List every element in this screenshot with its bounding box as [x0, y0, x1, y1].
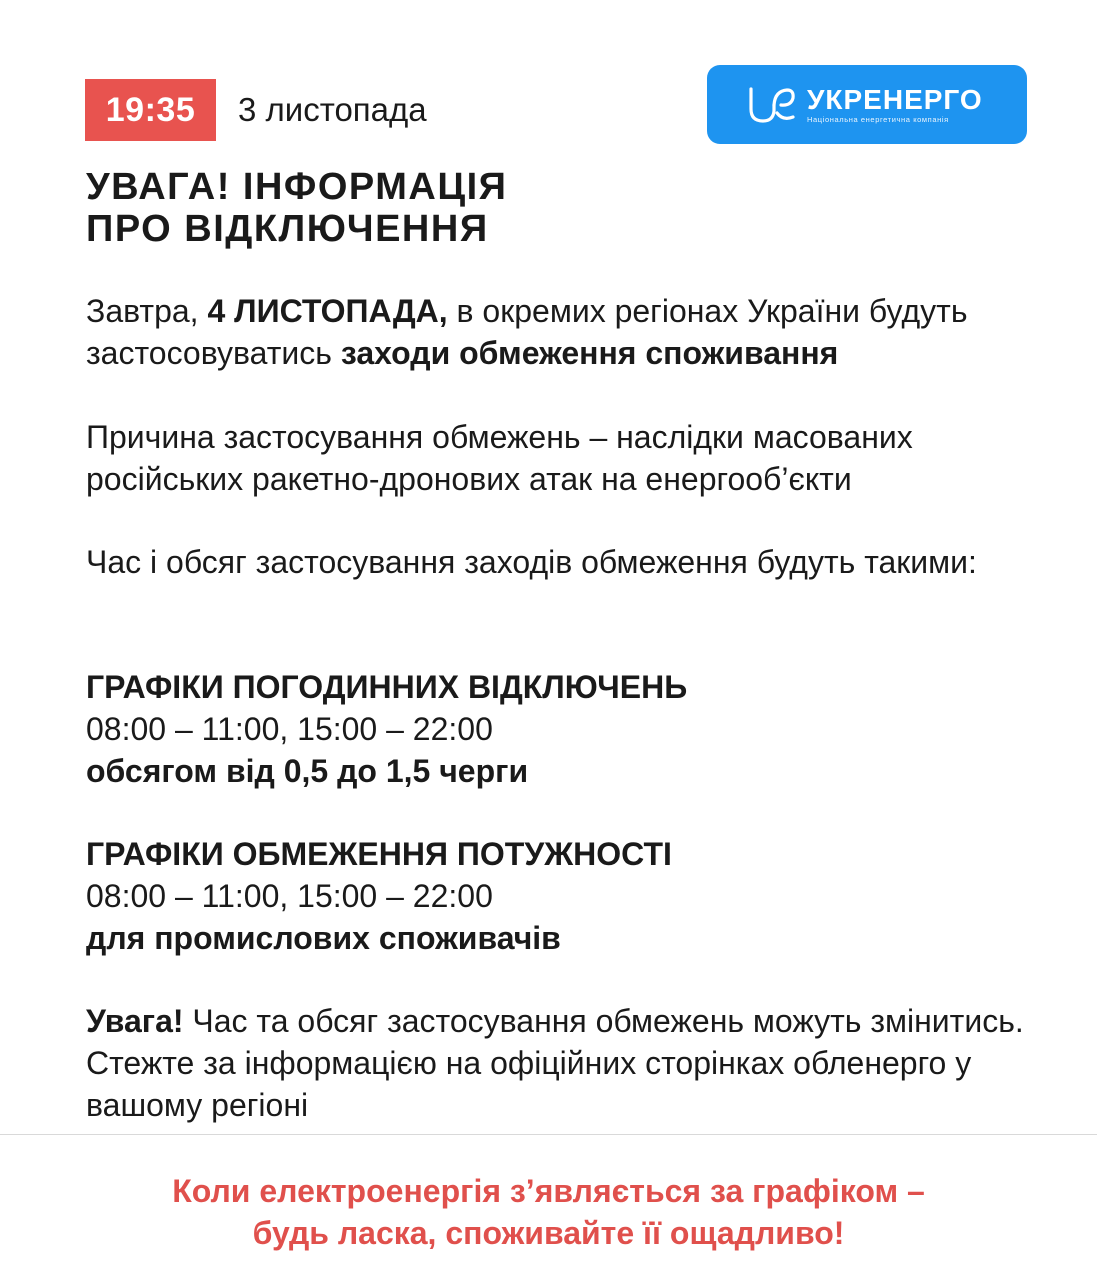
warning-label: Увага!: [86, 1003, 184, 1039]
divider: [0, 1134, 1097, 1135]
footer-line-2: будь ласка, споживайте її ощадливо!: [252, 1215, 845, 1251]
logo-text: [807, 85, 983, 125]
header: [85, 79, 427, 141]
time-badge: 19:35: [85, 79, 216, 141]
schedule-note: для промислових споживачів: [86, 920, 561, 956]
schedule-block-outages: [86, 666, 1076, 792]
intro-middle: в окремих регіонах України будуть застосовуватись: [86, 293, 968, 371]
footer-appeal: [0, 1170, 1097, 1254]
logo-name: УКРЕНЕРГО: [807, 83, 983, 115]
schedule-heading: ГРАФІКИ ОБМЕЖЕННЯ ПОТУЖНОСТІ: [86, 836, 672, 872]
ukrenergo-logo-icon: [747, 83, 797, 127]
intro-prefix: Завтра,: [86, 293, 208, 329]
title-line-2: ПРО ВІДКЛЮЧЕННЯ: [86, 208, 489, 250]
warning-text: Час та обсяг застосування обмежень можуть змінитись. Стежте за інформацією на офіційних сторінках обленерго у вашому регіоні: [86, 1003, 1024, 1123]
page-title: [86, 166, 508, 250]
footer-line-1: Коли електроенергія з’являється за графіком –: [172, 1173, 925, 1209]
intro-measures: заходи обмеження споживання: [340, 335, 839, 371]
date-label: 3 листопада: [238, 91, 427, 128]
logo-subtitle: Національна енергетична компанія: [807, 114, 949, 124]
schedule-times: 08:00 – 11:00, 15:00 – 22:00: [86, 711, 493, 747]
schedule-intro-paragraph: Час і обсяг застосування заходів обмеження будуть такими:: [86, 544, 977, 580]
schedule-block-power-limits: [86, 833, 1076, 959]
warning-paragraph: [86, 1000, 1076, 1126]
title-line-1: УВАГА! ІНФОРМАЦІЯ: [86, 166, 508, 208]
schedule-times: 08:00 – 11:00, 15:00 – 22:00: [86, 878, 493, 914]
reason-paragraph: Причина застосування обмежень – наслідки масованих російських ракетно-дронових атак на енергооб’єкти: [86, 419, 913, 497]
intro-date: 4 ЛИСТОПАДА,: [207, 293, 448, 329]
schedule-heading: ГРАФІКИ ПОГОДИННИХ ВІДКЛЮЧЕНЬ: [86, 669, 688, 705]
ukrenergo-logo: [707, 65, 1027, 144]
schedule-note: обсягом від 0,5 до 1,5 черги: [86, 753, 529, 789]
intro-paragraph: [86, 290, 1076, 374]
